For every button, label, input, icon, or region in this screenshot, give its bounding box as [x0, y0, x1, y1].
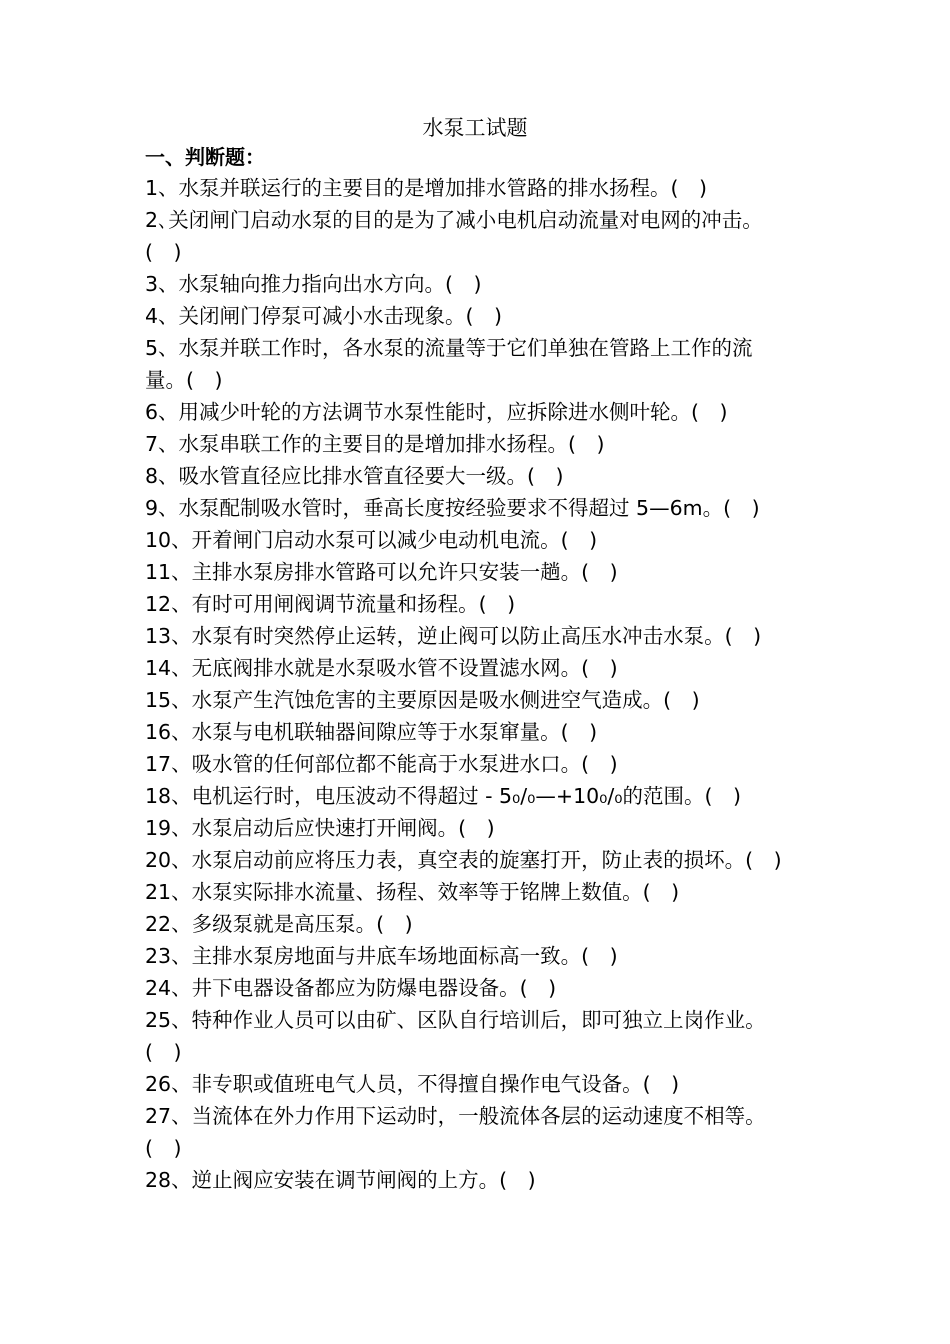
question-item — [145, 748, 815, 780]
question-item — [145, 1100, 815, 1164]
question-item — [145, 812, 815, 844]
question-item — [145, 844, 815, 876]
question-text-continued: ( ) — [145, 1136, 182, 1160]
question-item — [145, 460, 815, 492]
question-item — [145, 1068, 815, 1100]
question-text: 6、用减少叶轮的方法调节水泵性能时，应拆除进水侧叶轮。( ) — [145, 400, 728, 424]
question-text: 19、水泵启动后应快速打开闸阀。( ) — [145, 816, 495, 840]
question-item — [145, 940, 815, 972]
question-text: 22、多级泵就是高压泵。( ) — [145, 912, 413, 936]
question-text: 24、井下电器设备都应为防爆电器设备。( ) — [145, 976, 557, 1000]
question-text-continued: ( ) — [145, 240, 182, 264]
question-text: 20、水泵启动前应将压力表，真空表的旋塞打开，防止表的损坏。( ) — [145, 848, 782, 872]
question-text: 4、关闭闸门停泵可减小水击现象。( ) — [145, 304, 503, 328]
question-item — [145, 620, 815, 652]
section-heading: 一、判断题： — [145, 145, 265, 169]
question-text: 18、电机运行时，电压波动不得超过 - 5₀/₀—+10₀/₀的范围。( ) — [145, 784, 742, 808]
question-text: 27、当流体在外力作用下运动时，一般流体各层的运动速度不相等。 — [145, 1104, 766, 1128]
question-item — [145, 492, 815, 524]
question-item — [145, 428, 815, 460]
question-text: 11、主排水泵房排水管路可以允许只安装一趟。( ) — [145, 560, 618, 584]
question-text: 28、逆止阀应安装在调节闸阀的上方。( ) — [145, 1168, 536, 1192]
question-item — [145, 300, 815, 332]
question-item — [145, 524, 815, 556]
question-text: 17、吸水管的任何部位都不能高于水泵进水口。( ) — [145, 752, 618, 776]
question-item — [145, 908, 815, 940]
question-text-continued: 量。( ) — [145, 368, 223, 392]
question-item — [145, 716, 815, 748]
question-text: 14、无底阀排水就是水泵吸水管不设置滤水网。( ) — [145, 656, 618, 680]
question-text: 3、水泵轴向推力指向出水方向。( ) — [145, 272, 482, 296]
question-text: 7、水泵串联工作的主要目的是增加排水扬程。( ) — [145, 432, 605, 456]
question-text: 2､关闭闸门启动水泵的目的是为了减小电机启动流量对电网的冲击。 — [145, 208, 763, 232]
question-text: 12、有时可用闸阀调节流量和扬程。( ) — [145, 592, 516, 616]
question-text: 13、水泵有时突然停止运转，逆止阀可以防止高压水冲击水泵。( ) — [145, 624, 762, 648]
question-list — [145, 172, 815, 1196]
question-item — [145, 684, 815, 716]
question-item — [145, 204, 815, 268]
question-text: 10、开着闸门启动水泵可以减少电动机电流。( ) — [145, 528, 598, 552]
question-text: 16、水泵与电机联轴器间隙应等于水泵窜量。( ) — [145, 720, 598, 744]
question-text: 8、吸水管直径应比排水管直径要大一级。( ) — [145, 464, 564, 488]
question-item — [145, 396, 815, 428]
question-item — [145, 1004, 815, 1068]
question-item — [145, 588, 815, 620]
question-item — [145, 780, 815, 812]
question-item — [145, 652, 815, 684]
question-item — [145, 1164, 815, 1196]
question-text: 5、水泵并联工作时，各水泵的流量等于它们单独在管路上工作的流 — [145, 336, 753, 360]
question-item — [145, 556, 815, 588]
question-item — [145, 332, 815, 396]
document-title: 水泵工试题 — [422, 116, 528, 140]
question-text: 26、非专职或值班电气人员，不得擅自操作电气设备。( ) — [145, 1072, 680, 1096]
question-text: 23、主排水泵房地面与井底车场地面标高一致。( ) — [145, 944, 618, 968]
question-item — [145, 268, 815, 300]
question-item — [145, 172, 815, 204]
question-text: 9、水泵配制吸水管时，垂高长度按经验要求不得超过 5—6m。( ) — [145, 496, 760, 520]
question-text: 21、水泵实际排水流量、扬程、效率等于铭牌上数值。( ) — [145, 880, 680, 904]
question-item — [145, 972, 815, 1004]
question-text: 25、特种作业人员可以由矿、区队自行培训后，即可独立上岗作业。 — [145, 1008, 766, 1032]
question-text: 15、水泵产生汽蚀危害的主要原因是吸水侧进空气造成。( ) — [145, 688, 700, 712]
question-text-continued: ( ) — [145, 1040, 182, 1064]
question-item — [145, 876, 815, 908]
question-text: 1、水泵并联运行的主要目的是增加排水管路的排水扬程。( ) — [145, 176, 708, 200]
